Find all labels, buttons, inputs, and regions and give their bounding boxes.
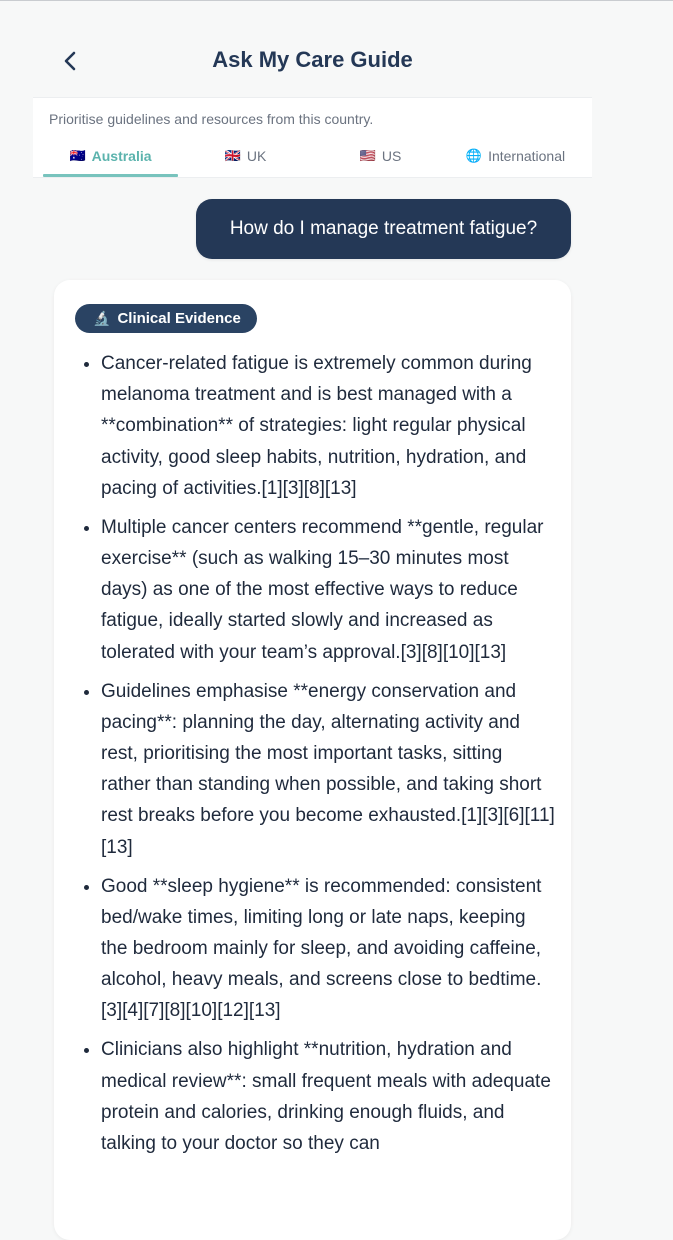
tab-us[interactable] — [313, 136, 448, 176]
list-item: • Clinicians also highlight **nutrition, hydration and medical review**: small frequent meals with adequate protein and calories, drinking enough fluids, and talking to your doctor so they can — [101, 1034, 571, 1159]
country-selector — [33, 97, 592, 178]
uk-flag-icon: 🇬🇧 — [224, 148, 241, 163]
list-item: • Guidelines emphasise **energy conservation and pacing**: planning the day, alternating activity and rest, prioritising the most important tasks, sitting rather than standing when possible, and taking short rest breaks before you become exhausted.[1][3][6][11][13] — [101, 676, 571, 863]
app-header — [0, 1, 625, 97]
tab-label: International — [488, 148, 566, 164]
list-item: • Cancer-related fatigue is extremely common during melanoma treatment and is best managed with a **combination** of strategies: light regular physical activity, good sleep habits, nutrition, hydration, and pacing of activities.[1][3][8][13] — [101, 348, 571, 504]
clinical-evidence-badge — [75, 304, 257, 333]
assistant-answer-card — [54, 280, 571, 1240]
country-hint: Prioritise guidelines and resources from this country. — [49, 111, 374, 127]
tab-label: US — [381, 148, 402, 164]
list-item: • Good **sleep hygiene** is recommended: consistent bed/wake times, limiting long or late naps, keeping the bedroom mainly for sleep, and avoiding caffeine, alcohol, heavy meals, and screens close to bedtime.[3][4][7][8][10][12][13] — [101, 871, 571, 1027]
microscope-icon: 🔬 — [93, 310, 111, 326]
page-title: Ask My Care Guide — [212, 47, 413, 72]
badge-label: Clinical Evidence — [117, 310, 241, 327]
tab-uk[interactable] — [178, 136, 313, 176]
list-item: • Multiple cancer centers recommend **gentle, regular exercise** (such as walking 15–30 minutes most days) as one of the most effective ways to reduce fatigue, ideally started slowly and increased as tolerated with your team’s approval.[3][8][10][13] — [101, 512, 571, 668]
user-message-bubble: How do I manage treatment fatigue? — [196, 199, 571, 259]
tab-label: UK — [246, 148, 267, 164]
tab-australia[interactable] — [43, 136, 178, 176]
tab-international[interactable] — [448, 136, 583, 176]
country-tabs — [43, 136, 583, 178]
us-flag-icon: 🇺🇸 — [359, 148, 376, 163]
australia-flag-icon: 🇦🇺 — [69, 148, 86, 163]
globe-icon: 🌐 — [465, 148, 483, 163]
tab-label: Australia — [91, 148, 152, 164]
evidence-list — [54, 348, 571, 1167]
